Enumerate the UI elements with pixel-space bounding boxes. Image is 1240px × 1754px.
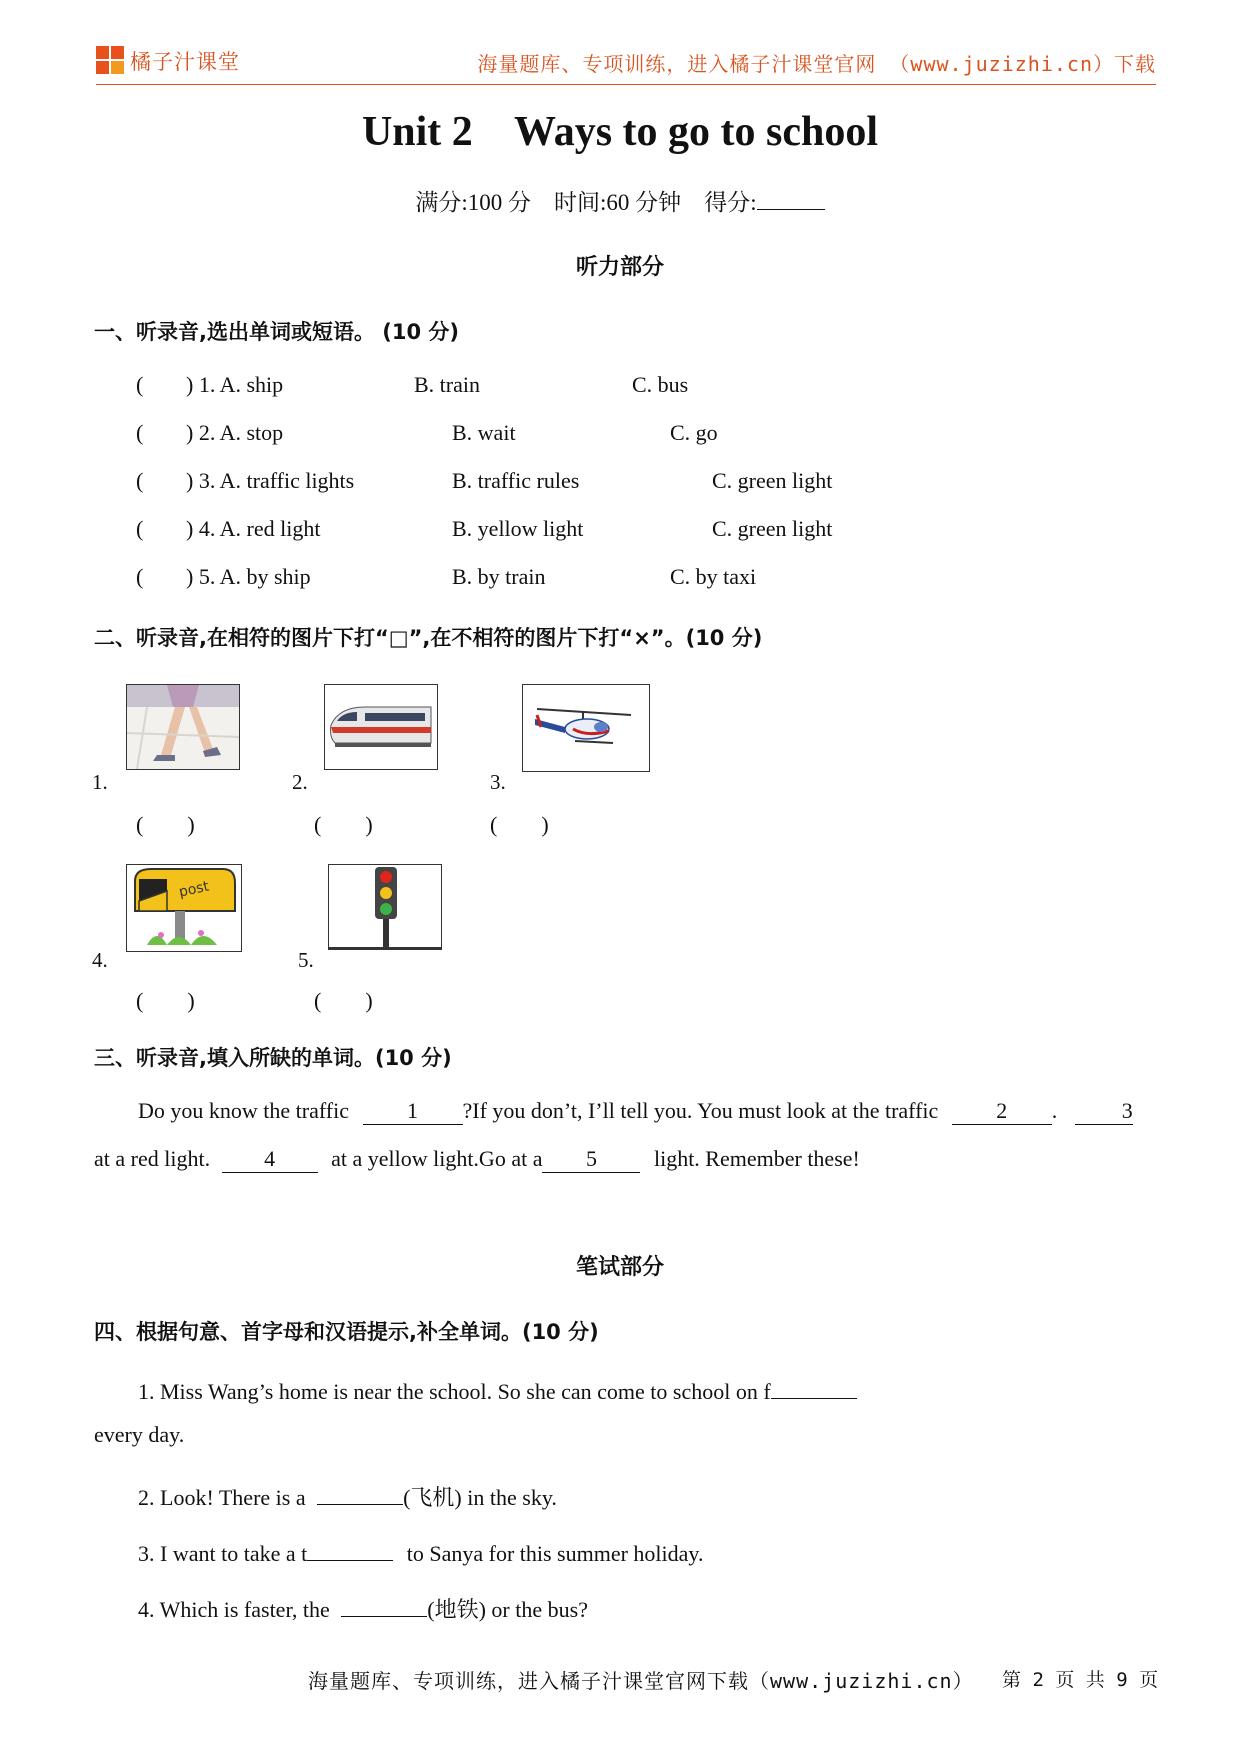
q2-option-b: B. wait — [452, 420, 516, 445]
full-marks: 满分:100 分 — [415, 190, 532, 215]
postbox-label: post — [177, 878, 211, 901]
s4-q3-blank[interactable] — [307, 1534, 393, 1561]
train-icon — [325, 685, 437, 769]
page-number: 第 2 页 共 9 页 — [1002, 1669, 1159, 1691]
logo-text: 橘子汁课堂 — [130, 50, 240, 74]
cloze-text-6: light. Remember these! — [653, 1146, 860, 1171]
answer-paren-1[interactable]: ( — [136, 372, 144, 397]
q4-option-b: B. yellow light — [452, 516, 584, 541]
s4-q4-hint: (地铁) or the bus? — [427, 1597, 588, 1622]
cloze-blank-1[interactable]: 1 — [363, 1098, 463, 1125]
s4-q2-text: 2. Look! There is a — [138, 1485, 306, 1510]
section3-title: 三、听录音,填入所缺的单词。(10 分) — [94, 1046, 452, 1070]
picture-helicopter — [522, 684, 650, 772]
cloze-text-1: Do you know the traffic — [138, 1098, 349, 1123]
q4-option-c: C. green light — [712, 516, 833, 541]
s4-q1 — [138, 1372, 857, 1405]
postbox-icon — [127, 865, 241, 951]
score-label: 得分: — [704, 190, 757, 215]
q2-option-a: ) 2. A. stop — [186, 420, 284, 445]
answer-paren-pic-2[interactable]: ( ) — [314, 812, 373, 837]
picture-label-1: 1. — [92, 770, 108, 794]
exam-meta — [0, 184, 1240, 217]
s4-q4-text: 4. Which is faster, the — [138, 1597, 330, 1622]
cloze-text-3: . — [1051, 1098, 1058, 1123]
q3-option-b: B. traffic rules — [452, 468, 580, 493]
section1-title: 一、听录音,选出单词或短语。 (10 分) — [94, 320, 460, 344]
cloze-blank-4[interactable]: 4 — [222, 1146, 318, 1173]
s4-q2-blank[interactable] — [317, 1478, 403, 1505]
header-divider — [96, 84, 1156, 85]
q1-option-a: ) 1. A. ship — [186, 372, 284, 397]
q5-option-b: B. by train — [452, 564, 546, 589]
s4-q2-hint: (飞机) in the sky. — [403, 1485, 557, 1510]
answer-paren-5[interactable]: ( — [136, 564, 144, 589]
time-limit: 时间:60 分钟 — [554, 190, 682, 215]
s4-q3 — [138, 1534, 704, 1567]
cloze-blank-5[interactable]: 5 — [542, 1146, 640, 1173]
picture-traffic-light — [328, 864, 442, 950]
helicopter-icon — [523, 685, 649, 771]
s4-q4-blank[interactable] — [341, 1590, 427, 1617]
picture-postbox — [126, 864, 242, 952]
cloze-blank-2[interactable]: 2 — [952, 1098, 1052, 1125]
cloze-line-2 — [94, 1146, 860, 1173]
listening-part-heading: 听力部分 — [575, 255, 664, 280]
picture-walking-legs — [126, 684, 240, 770]
picture-label-2: 2. — [292, 770, 308, 794]
walking-legs-icon — [127, 685, 239, 769]
answer-paren-2[interactable]: ( — [136, 420, 144, 445]
q5-option-c: C. by taxi — [670, 564, 757, 589]
answer-paren-3[interactable]: ( — [136, 468, 144, 493]
footer-slogan: 海量题库、专项训练，进入橘子汁课堂官网下载（www.juzizhi.cn） — [308, 1669, 974, 1693]
section2-title: 二、听录音,在相符的图片下打“□”,在不相符的图片下打“×”。(10 分) — [94, 626, 763, 650]
logo-icon — [96, 46, 124, 74]
picture-label-3: 3. — [490, 770, 506, 794]
s4-q1-blank[interactable] — [771, 1372, 857, 1399]
picture-label-5: 5. — [298, 948, 314, 972]
s4-q4 — [138, 1590, 588, 1624]
cloze-line-1 — [138, 1098, 1133, 1125]
traffic-light-icon — [329, 865, 441, 949]
score-blank[interactable] — [757, 189, 825, 210]
q4-option-a: ) 4. A. red light — [186, 516, 321, 541]
cloze-text-4: at a red light. — [94, 1146, 211, 1171]
q1-option-c: C. bus — [632, 372, 689, 397]
s4-q3-text: 3. I want to take a t — [138, 1541, 308, 1566]
q2-option-c: C. go — [670, 420, 718, 445]
section4-title: 四、根据句意、首字母和汉语提示,补全单词。(10 分) — [94, 1320, 599, 1344]
cloze-text-2: ?If you don’t, I’ll tell you. You must look at the traffic — [462, 1098, 939, 1123]
s4-q1-text: 1. Miss Wang’s home is near the school. So she can come to school on f — [138, 1379, 771, 1404]
cloze-blank-3[interactable]: 3 — [1075, 1098, 1133, 1125]
answer-paren-pic-3[interactable]: ( ) — [490, 812, 549, 837]
writing-part-heading: 笔试部分 — [575, 1255, 664, 1280]
header-slogan: 海量题库、专项训练，进入橘子汁课堂官网 （www.juzizhi.cn）下载 — [477, 52, 1156, 76]
q1-option-b: B. train — [414, 372, 480, 397]
answer-paren-4[interactable]: ( — [136, 516, 144, 541]
answer-paren-pic-4[interactable]: ( ) — [136, 988, 195, 1013]
cloze-text-5: at a yellow light.Go at a — [331, 1146, 543, 1171]
page-title: Unit 2 Ways to go to school — [361, 109, 879, 155]
s4-q1-continued: every day. — [94, 1422, 185, 1447]
s4-q3-rest: to Sanya for this summer holiday. — [406, 1541, 704, 1566]
answer-paren-pic-1[interactable]: ( ) — [136, 812, 195, 837]
picture-train — [324, 684, 438, 770]
s4-q2 — [138, 1478, 557, 1512]
q3-option-c: C. green light — [712, 468, 833, 493]
answer-paren-pic-5[interactable]: ( ) — [314, 988, 373, 1013]
q5-option-a: ) 5. A. by ship — [186, 564, 311, 589]
q3-option-a: ) 3. A. traffic lights — [186, 468, 355, 493]
picture-label-4: 4. — [92, 948, 108, 972]
